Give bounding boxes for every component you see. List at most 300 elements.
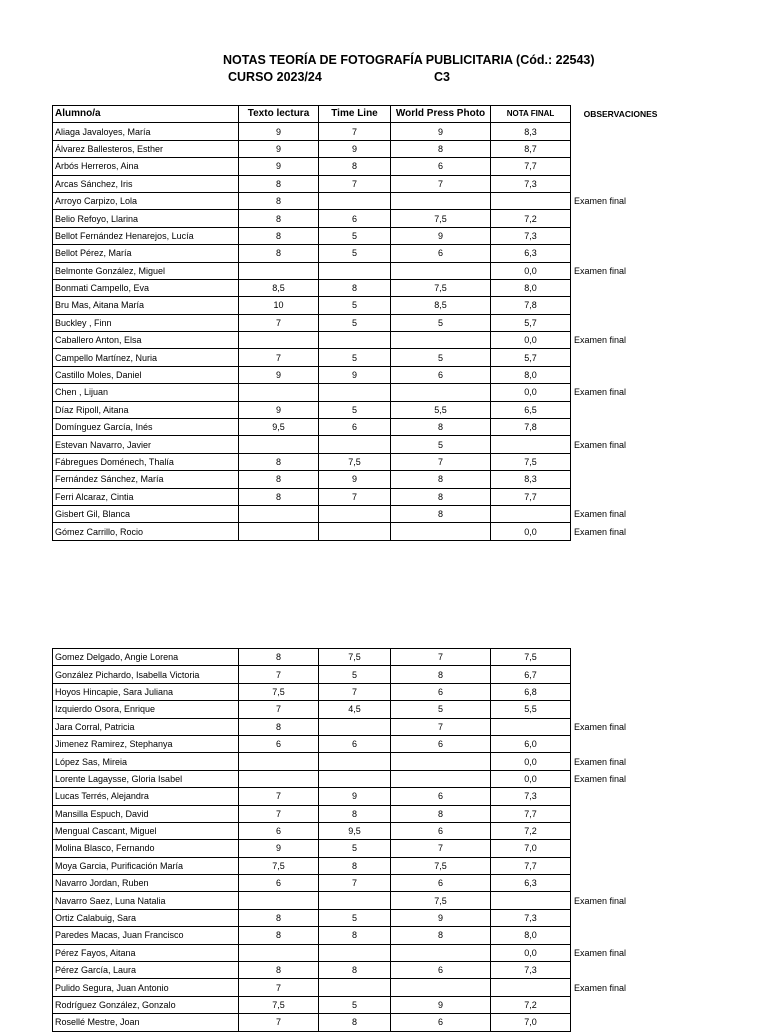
wpp-grade-cell: 8,5 xyxy=(391,297,491,314)
student-name-cell: Ferri Alcaraz, Cintia xyxy=(53,488,239,505)
table-row xyxy=(53,770,671,787)
wpp-grade-cell: 7,5 xyxy=(391,857,491,874)
column-header-final: NOTA FINAL xyxy=(491,106,571,123)
timeline-grade-cell: 5 xyxy=(319,297,391,314)
wpp-grade-cell: 9 xyxy=(391,227,491,244)
table-row xyxy=(53,419,671,436)
observation-cell: Examen final xyxy=(574,439,627,450)
observation-cell xyxy=(571,123,671,140)
timeline-grade-cell: 7,5 xyxy=(319,649,391,666)
wpp-grade-cell: 7 xyxy=(391,840,491,857)
observation-cell: Examen final xyxy=(574,387,627,398)
reading-grade-cell: 9 xyxy=(239,123,319,140)
table-row xyxy=(53,840,671,857)
observation-cell xyxy=(571,471,671,488)
reading-grade-cell: 9 xyxy=(239,401,319,418)
table-row xyxy=(53,753,671,770)
reading-grade-cell: 10 xyxy=(239,297,319,314)
wpp-grade-cell: 7 xyxy=(391,175,491,192)
final-grade-cell: 7,8 xyxy=(491,297,571,314)
reading-grade-cell: 7 xyxy=(239,805,319,822)
observation-cell xyxy=(571,788,671,805)
student-name-cell: Moya Garcia, Purificación María xyxy=(53,857,239,874)
wpp-grade-cell: 7 xyxy=(391,453,491,470)
observation-cell: Examen final xyxy=(574,509,627,520)
student-name-cell: Estevan Navarro, Javier xyxy=(53,436,239,453)
table-row xyxy=(53,436,671,453)
student-name-cell: Castillo Moles, Daniel xyxy=(53,366,239,383)
observation-cell xyxy=(571,227,671,244)
student-name-cell: Navarro Jordan, Ruben xyxy=(53,875,239,892)
timeline-grade-cell: 9 xyxy=(319,471,391,488)
observation-cell xyxy=(571,996,671,1013)
table-row xyxy=(53,245,671,262)
final-grade-cell: 0,0 xyxy=(491,262,571,279)
timeline-grade-cell: 5 xyxy=(319,349,391,366)
table-row xyxy=(53,735,671,752)
timeline-grade-cell: 8 xyxy=(319,1014,391,1031)
observation-cell xyxy=(571,735,671,752)
final-grade-cell: 6,8 xyxy=(491,683,571,700)
final-grade-cell xyxy=(491,192,571,209)
column-header-timeline: Time Line xyxy=(319,106,391,123)
student-name-cell: Hoyos Hincapie, Sara Juliana xyxy=(53,683,239,700)
observation-cell: Examen final xyxy=(574,526,627,537)
wpp-grade-cell: 7,5 xyxy=(391,210,491,227)
reading-grade-cell: 7 xyxy=(239,788,319,805)
wpp-grade-cell: 7,5 xyxy=(391,892,491,909)
timeline-grade-cell: 8 xyxy=(319,279,391,296)
reading-grade-cell: 8 xyxy=(239,718,319,735)
reading-grade-cell: 8 xyxy=(239,927,319,944)
observation-cell xyxy=(571,245,671,262)
reading-grade-cell xyxy=(239,523,319,540)
wpp-grade-cell: 7,5 xyxy=(391,279,491,296)
observation-cell xyxy=(571,962,671,979)
wpp-grade-cell xyxy=(391,770,491,787)
observation-cell xyxy=(571,314,671,331)
final-grade-cell: 7,5 xyxy=(491,453,571,470)
observation-cell xyxy=(571,419,671,436)
student-name-cell: Izquierdo Osora, Enrique xyxy=(53,701,239,718)
table-row xyxy=(53,505,671,522)
wpp-grade-cell xyxy=(391,384,491,401)
timeline-grade-cell: 5 xyxy=(319,996,391,1013)
reading-grade-cell: 8 xyxy=(239,453,319,470)
reading-grade-cell: 8 xyxy=(239,909,319,926)
timeline-grade-cell: 9,5 xyxy=(319,822,391,839)
student-name-cell: Campello Martínez, Nuria xyxy=(53,349,239,366)
table-row xyxy=(53,227,671,244)
student-name-cell: Aliaga Javaloyes, María xyxy=(53,123,239,140)
student-name-cell: Buckley , Finn xyxy=(53,314,239,331)
final-grade-cell: 0,0 xyxy=(491,770,571,787)
student-name-cell: Domínguez García, Inés xyxy=(53,419,239,436)
table-row xyxy=(53,962,671,979)
wpp-grade-cell: 7 xyxy=(391,718,491,735)
timeline-grade-cell: 5 xyxy=(319,314,391,331)
student-name-cell: Mansilla Espuch, David xyxy=(53,805,239,822)
student-name-cell: Bonmati Campello, Eva xyxy=(53,279,239,296)
student-name-cell: Arroyo Carpizo, Lola xyxy=(53,192,239,209)
observation-cell: Examen final xyxy=(574,756,627,767)
student-name-cell: Pulido Segura, Juan Antonio xyxy=(53,979,239,996)
wpp-grade-cell: 8 xyxy=(391,505,491,522)
table-row xyxy=(53,175,671,192)
timeline-grade-cell xyxy=(319,979,391,996)
observation-cell xyxy=(571,875,671,892)
column-header-student: Alumno/a xyxy=(53,106,239,123)
wpp-grade-cell xyxy=(391,944,491,961)
wpp-grade-cell: 8 xyxy=(391,666,491,683)
table-row xyxy=(53,666,671,683)
final-grade-cell: 7,5 xyxy=(491,649,571,666)
timeline-grade-cell: 6 xyxy=(319,210,391,227)
timeline-grade-cell: 6 xyxy=(319,735,391,752)
student-name-cell: Fábregues Doménech, Thalía xyxy=(53,453,239,470)
observation-cell xyxy=(571,366,671,383)
final-grade-cell xyxy=(491,892,571,909)
student-name-cell: Fernández Sánchez, María xyxy=(53,471,239,488)
student-name-cell: Arcas Sánchez, Iris xyxy=(53,175,239,192)
wpp-grade-cell: 8 xyxy=(391,471,491,488)
final-grade-cell: 7,7 xyxy=(491,488,571,505)
course-line xyxy=(228,70,450,84)
final-grade-cell: 0,0 xyxy=(491,332,571,349)
reading-grade-cell xyxy=(239,436,319,453)
observation-cell xyxy=(571,701,671,718)
wpp-grade-cell: 9 xyxy=(391,996,491,1013)
reading-grade-cell xyxy=(239,944,319,961)
final-grade-cell: 6,7 xyxy=(491,666,571,683)
timeline-grade-cell: 9 xyxy=(319,366,391,383)
observation-cell xyxy=(571,683,671,700)
final-grade-cell xyxy=(491,979,571,996)
observation-cell: Examen final xyxy=(574,335,627,346)
table-row xyxy=(53,314,671,331)
reading-grade-cell: 6 xyxy=(239,822,319,839)
timeline-grade-cell: 8 xyxy=(319,805,391,822)
timeline-grade-cell xyxy=(319,892,391,909)
reading-grade-cell: 7 xyxy=(239,701,319,718)
final-grade-cell: 8,0 xyxy=(491,279,571,296)
reading-grade-cell: 7 xyxy=(239,1014,319,1031)
reading-grade-cell: 8 xyxy=(239,245,319,262)
table-row xyxy=(53,979,671,996)
column-header-reading: Texto lectura xyxy=(239,106,319,123)
observation-cell: Examen final xyxy=(574,773,627,784)
final-grade-cell: 0,0 xyxy=(491,753,571,770)
student-name-cell: Arbós Herreros, Aina xyxy=(53,158,239,175)
student-name-cell: Lucas Terrés, Alejandra xyxy=(53,788,239,805)
wpp-grade-cell: 6 xyxy=(391,788,491,805)
reading-grade-cell: 7 xyxy=(239,314,319,331)
reading-grade-cell xyxy=(239,332,319,349)
student-name-cell: Navarro Saez, Luna Natalia xyxy=(53,892,239,909)
table-row xyxy=(53,875,671,892)
timeline-grade-cell: 8 xyxy=(319,927,391,944)
final-grade-cell: 7,3 xyxy=(491,788,571,805)
student-name-cell: Caballero Anton, Elsa xyxy=(53,332,239,349)
observation-cell: Examen final xyxy=(574,982,627,993)
final-grade-cell: 0,0 xyxy=(491,523,571,540)
wpp-grade-cell: 9 xyxy=(391,909,491,926)
final-grade-cell: 8,3 xyxy=(491,123,571,140)
observation-cell xyxy=(571,401,671,418)
student-name-cell: Bru Mas, Aitana María xyxy=(53,297,239,314)
column-header-notes: OBSERVACIONES xyxy=(583,109,658,120)
timeline-grade-cell: 7 xyxy=(319,488,391,505)
final-grade-cell: 6,5 xyxy=(491,401,571,418)
wpp-grade-cell: 5 xyxy=(391,436,491,453)
table-row xyxy=(53,453,671,470)
table-row xyxy=(53,927,671,944)
timeline-grade-cell: 5 xyxy=(319,227,391,244)
reading-grade-cell: 7,5 xyxy=(239,857,319,874)
student-name-cell: Gomez Delgado, Angie Lorena xyxy=(53,649,239,666)
student-name-cell: González Pichardo, Isabella Victoria xyxy=(53,666,239,683)
column-header-wpp: World Press Photo xyxy=(391,106,491,123)
student-name-cell: Chen , Lijuan xyxy=(53,384,239,401)
table-row xyxy=(53,210,671,227)
reading-grade-cell: 7 xyxy=(239,349,319,366)
student-name-cell: Belio Refoyo, Llarina xyxy=(53,210,239,227)
timeline-grade-cell: 4,5 xyxy=(319,701,391,718)
student-name-cell: Jimenez Ramirez, Stephanya xyxy=(53,735,239,752)
student-name-cell: López Sas, Mireia xyxy=(53,753,239,770)
reading-grade-cell: 8 xyxy=(239,175,319,192)
wpp-grade-cell xyxy=(391,262,491,279)
final-grade-cell: 6,3 xyxy=(491,245,571,262)
student-name-cell: Lorente Lagaysse, Gloria Isabel xyxy=(53,770,239,787)
timeline-grade-cell: 5 xyxy=(319,666,391,683)
final-grade-cell: 7,7 xyxy=(491,158,571,175)
reading-grade-cell: 8 xyxy=(239,227,319,244)
final-grade-cell xyxy=(491,718,571,735)
table-row xyxy=(53,262,671,279)
final-grade-cell: 6,0 xyxy=(491,735,571,752)
observation-cell xyxy=(571,175,671,192)
table-row xyxy=(53,349,671,366)
observation-cell: Examen final xyxy=(574,196,627,207)
table-row xyxy=(53,366,671,383)
table-row xyxy=(53,158,671,175)
reading-grade-cell: 9 xyxy=(239,366,319,383)
table-row xyxy=(53,788,671,805)
timeline-grade-cell xyxy=(319,523,391,540)
observation-cell: Examen final xyxy=(574,265,627,276)
observation-cell xyxy=(571,488,671,505)
final-grade-cell: 7,7 xyxy=(491,805,571,822)
observation-cell xyxy=(571,927,671,944)
reading-grade-cell: 7 xyxy=(239,666,319,683)
student-name-cell: Gisbert Gil, Blanca xyxy=(53,505,239,522)
observation-cell xyxy=(571,140,671,157)
grades-table-1 xyxy=(52,105,671,541)
timeline-grade-cell xyxy=(319,192,391,209)
observation-cell xyxy=(571,649,671,666)
observation-cell xyxy=(571,909,671,926)
wpp-grade-cell: 8 xyxy=(391,805,491,822)
reading-grade-cell: 8 xyxy=(239,471,319,488)
final-grade-cell: 7,7 xyxy=(491,857,571,874)
table-row xyxy=(53,718,671,735)
final-grade-cell: 8,7 xyxy=(491,140,571,157)
observation-cell xyxy=(571,666,671,683)
final-grade-cell: 5,7 xyxy=(491,314,571,331)
table-row xyxy=(53,140,671,157)
table-row xyxy=(53,384,671,401)
wpp-grade-cell: 8 xyxy=(391,140,491,157)
final-grade-cell: 7,2 xyxy=(491,822,571,839)
timeline-grade-cell xyxy=(319,753,391,770)
timeline-grade-cell: 8 xyxy=(319,962,391,979)
timeline-grade-cell: 8 xyxy=(319,857,391,874)
observation-cell xyxy=(571,349,671,366)
wpp-grade-cell xyxy=(391,979,491,996)
wpp-grade-cell: 6 xyxy=(391,875,491,892)
timeline-grade-cell: 5 xyxy=(319,401,391,418)
final-grade-cell xyxy=(491,436,571,453)
student-name-cell: Rosellé Mestre, Joan xyxy=(53,1014,239,1031)
observation-cell xyxy=(571,822,671,839)
header-row xyxy=(53,106,671,123)
timeline-grade-cell: 8 xyxy=(319,158,391,175)
table-row xyxy=(53,297,671,314)
group-label: C3 xyxy=(434,70,450,84)
student-name-cell: Pérez Fayos, Aitana xyxy=(53,944,239,961)
wpp-grade-cell xyxy=(391,523,491,540)
table-row xyxy=(53,805,671,822)
reading-grade-cell: 9,5 xyxy=(239,419,319,436)
student-name-cell: Ortiz Calabuig, Sara xyxy=(53,909,239,926)
wpp-grade-cell: 5 xyxy=(391,349,491,366)
student-name-cell: Mengual Cascant, Miguel xyxy=(53,822,239,839)
timeline-grade-cell xyxy=(319,384,391,401)
reading-grade-cell xyxy=(239,384,319,401)
table-row xyxy=(53,822,671,839)
final-grade-cell: 0,0 xyxy=(491,384,571,401)
table-row xyxy=(53,892,671,909)
wpp-grade-cell: 6 xyxy=(391,158,491,175)
final-grade-cell: 7,2 xyxy=(491,210,571,227)
student-name-cell: Gómez Carrillo, Rocio xyxy=(53,523,239,540)
table-row xyxy=(53,701,671,718)
table-row xyxy=(53,944,671,961)
final-grade-cell: 6,3 xyxy=(491,875,571,892)
final-grade-cell: 7,2 xyxy=(491,996,571,1013)
wpp-grade-cell: 8 xyxy=(391,419,491,436)
reading-grade-cell: 7 xyxy=(239,979,319,996)
student-name-cell: Bellot Fernández Henarejos, Lucía xyxy=(53,227,239,244)
wpp-grade-cell: 7 xyxy=(391,649,491,666)
final-grade-cell: 7,3 xyxy=(491,962,571,979)
observation-cell xyxy=(571,453,671,470)
observation-cell: Examen final xyxy=(574,947,627,958)
student-name-cell: Bellot Pérez, María xyxy=(53,245,239,262)
timeline-grade-cell: 6 xyxy=(319,419,391,436)
student-name-cell: Pérez García, Laura xyxy=(53,962,239,979)
table-row xyxy=(53,332,671,349)
timeline-grade-cell xyxy=(319,505,391,522)
reading-grade-cell xyxy=(239,262,319,279)
final-grade-cell: 5,7 xyxy=(491,349,571,366)
wpp-grade-cell xyxy=(391,753,491,770)
reading-grade-cell: 8 xyxy=(239,488,319,505)
final-grade-cell: 8,0 xyxy=(491,366,571,383)
table-row xyxy=(53,488,671,505)
timeline-grade-cell xyxy=(319,944,391,961)
wpp-grade-cell: 6 xyxy=(391,822,491,839)
wpp-grade-cell: 6 xyxy=(391,245,491,262)
table-row xyxy=(53,401,671,418)
wpp-grade-cell: 6 xyxy=(391,366,491,383)
final-grade-cell: 0,0 xyxy=(491,944,571,961)
student-name-cell: Rodríguez González, Gonzalo xyxy=(53,996,239,1013)
timeline-grade-cell: 7 xyxy=(319,123,391,140)
timeline-grade-cell: 9 xyxy=(319,788,391,805)
observation-cell xyxy=(571,1014,671,1031)
reading-grade-cell: 6 xyxy=(239,875,319,892)
wpp-grade-cell: 9 xyxy=(391,123,491,140)
wpp-grade-cell: 8 xyxy=(391,927,491,944)
timeline-grade-cell: 7 xyxy=(319,875,391,892)
timeline-grade-cell xyxy=(319,262,391,279)
wpp-grade-cell: 5 xyxy=(391,314,491,331)
reading-grade-cell: 9 xyxy=(239,840,319,857)
reading-grade-cell: 7,5 xyxy=(239,683,319,700)
final-grade-cell: 8,0 xyxy=(491,927,571,944)
student-name-cell: Díaz Ripoll, Aitana xyxy=(53,401,239,418)
course-label: CURSO 2023/24 xyxy=(228,70,322,84)
final-grade-cell: 7,3 xyxy=(491,909,571,926)
wpp-grade-cell: 6 xyxy=(391,735,491,752)
final-grade-cell: 7,8 xyxy=(491,419,571,436)
student-name-cell: Belmonte González, Miguel xyxy=(53,262,239,279)
timeline-grade-cell: 9 xyxy=(319,140,391,157)
table-row xyxy=(53,857,671,874)
observation-cell xyxy=(571,857,671,874)
table-row xyxy=(53,471,671,488)
reading-grade-cell: 9 xyxy=(239,140,319,157)
table-row xyxy=(53,1014,671,1031)
observation-cell xyxy=(571,805,671,822)
final-grade-cell: 7,0 xyxy=(491,1014,571,1031)
grades-table-2 xyxy=(52,648,671,1032)
table-row xyxy=(53,279,671,296)
observation-cell xyxy=(571,297,671,314)
table-row xyxy=(53,683,671,700)
timeline-grade-cell: 5 xyxy=(319,909,391,926)
timeline-grade-cell: 5 xyxy=(319,245,391,262)
page-title: NOTAS TEORÍA DE FOTOGRAFÍA PUBLICITARIA (Cód.: 22543) xyxy=(223,53,595,67)
reading-grade-cell xyxy=(239,505,319,522)
wpp-grade-cell: 5 xyxy=(391,701,491,718)
wpp-grade-cell xyxy=(391,332,491,349)
student-name-cell: Molina Blasco, Fernando xyxy=(53,840,239,857)
student-name-cell: Jara Corral, Patricia xyxy=(53,718,239,735)
reading-grade-cell: 8 xyxy=(239,649,319,666)
reading-grade-cell xyxy=(239,770,319,787)
final-grade-cell: 7,3 xyxy=(491,227,571,244)
timeline-grade-cell: 7,5 xyxy=(319,453,391,470)
reading-grade-cell: 6 xyxy=(239,735,319,752)
table-row xyxy=(53,192,671,209)
observation-cell: Examen final xyxy=(574,895,627,906)
final-grade-cell: 5,5 xyxy=(491,701,571,718)
wpp-grade-cell: 5,5 xyxy=(391,401,491,418)
reading-grade-cell: 9 xyxy=(239,158,319,175)
